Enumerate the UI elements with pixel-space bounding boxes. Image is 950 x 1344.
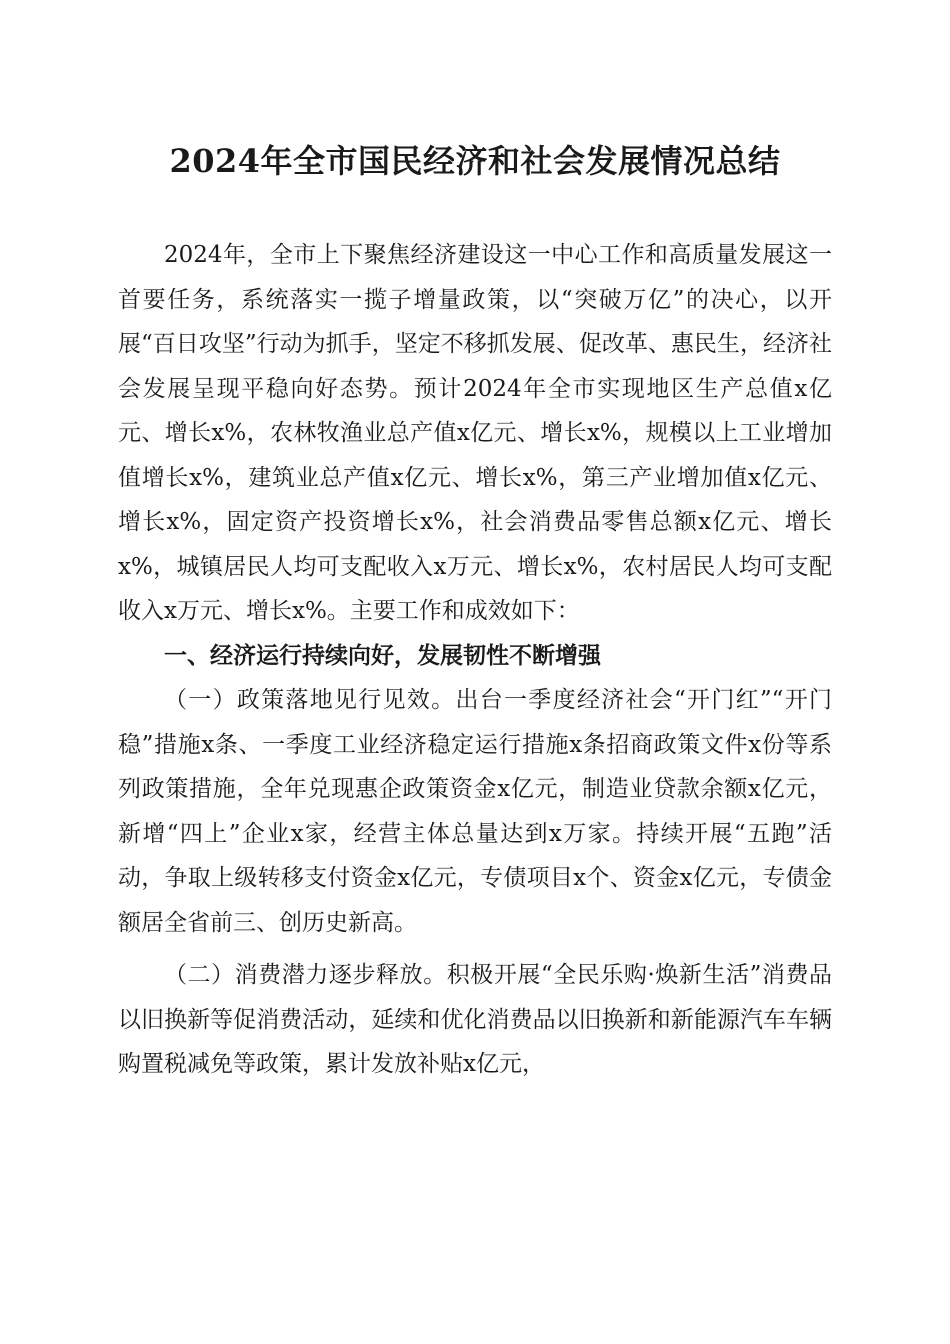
section-heading: 一、经济运行持续向好，发展韧性不断增强 xyxy=(164,642,601,669)
subsection-text-2: 积极开展“全民乐购·焕新生活”消费品以旧换新等促消费活动，延续和优化消费品以旧换新和新能源汽车车辆购置税减免等政策，累计发放补贴x亿元， xyxy=(118,962,833,1077)
document-body xyxy=(118,233,832,1087)
intro-paragraph: 2024年，全市上下聚焦经济建设这一中心工作和高质量发展这一首要任务，系统落实一揽子增量政策，以“突破万亿”的决心，以开展“百日攻坚”行动为抓手，坚定不移抓发展、促改革、惠民生，经济社会发展呈现平稳向好态势。预计2024年全市实现地区生产总值x亿元、增长x%，农林牧渔业总产值x亿元、增长x%，规模以上工业增加值增长x%，建筑业总产值x亿元、增长x%，第三产业增加值x亿元、增长x%，固定资产投资增长x%，社会消费品零售总额x亿元、增长x%，城镇居民人均可支配收入x万元、增长x%，农村居民人均可支配收入x万元、增长x%。主要工作和成效如下： xyxy=(118,242,832,624)
subsection-lead-1: （一）政策落地见行见效。 xyxy=(164,687,456,713)
document-title: 2024年全市国民经济和社会发展情况总结 xyxy=(169,142,781,180)
subsection-lead-2: （二）消费潜力逐步释放。 xyxy=(164,962,447,988)
subsection-text-1: 出台一季度经济社会“开门红”“开门稳”措施x条、一季度工业经济稳定运行措施x条招商政策文件x份等系列政策措施，全年兑现惠企政策资金x亿元，制造业贷款余额x亿元，新增“四上”企业x家，经营主体总量达到x万家。持续开展“五跑”活动，争取上级转移支付资金x亿元，专债项目x个、资金x亿元，专债金额居全省前三、创历史新高。 xyxy=(118,687,833,936)
subsection-paragraph-2 xyxy=(118,953,832,1087)
subsection-paragraph-1 xyxy=(118,678,832,945)
